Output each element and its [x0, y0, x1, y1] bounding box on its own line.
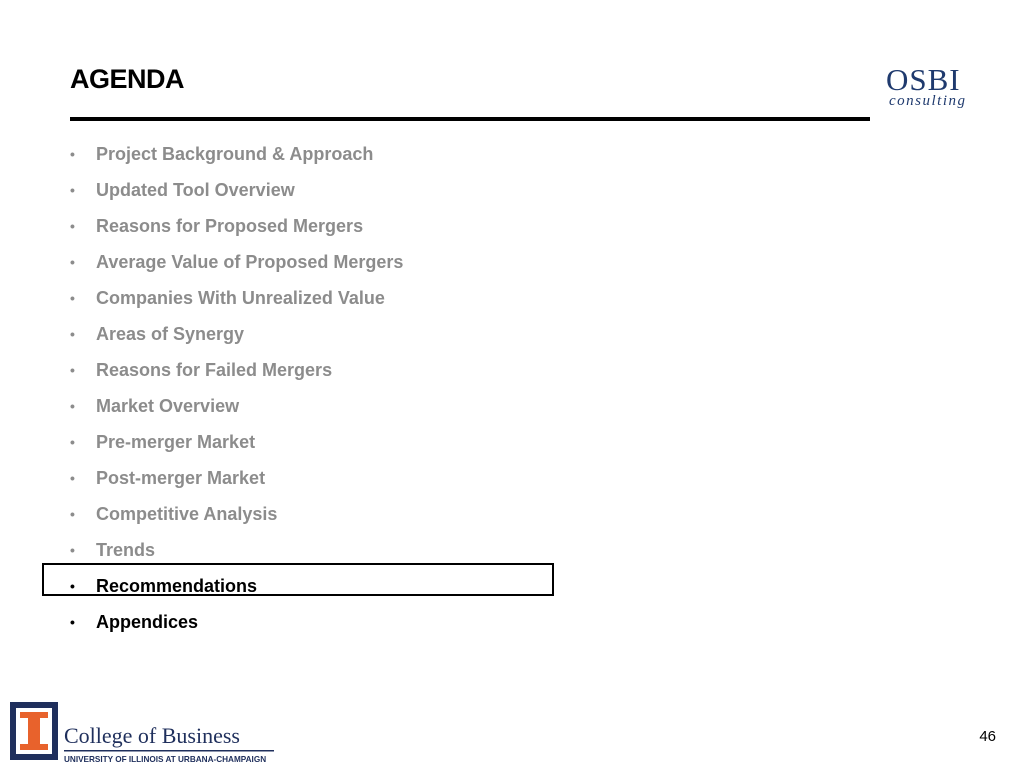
college-name: College of Business [64, 723, 240, 748]
bullet-icon: • [70, 614, 75, 630]
agenda-item-label: Pre-merger Market [96, 432, 256, 452]
agenda-item-label: Recommendations [96, 576, 258, 596]
osbi-consulting-logo [884, 60, 980, 116]
agenda-item [70, 136, 403, 172]
agenda-item [70, 496, 403, 532]
agenda-item-label: Updated Tool Overview [96, 180, 295, 200]
bullet-icon: • [70, 542, 75, 558]
agenda-item [70, 352, 403, 388]
slide-title: AGENDA [70, 64, 185, 94]
bullet-icon: • [70, 506, 75, 522]
bullet-icon: • [70, 398, 75, 414]
university-name: UNIVERSITY OF ILLINOIS AT URBANA-CHAMPAIGN [64, 755, 267, 764]
current-section-highlight [42, 563, 554, 596]
agenda-item [70, 244, 403, 280]
bullet-icon: • [70, 254, 75, 270]
agenda-item [70, 388, 403, 424]
bullet-icon: • [70, 182, 75, 198]
osbi-logo-name: OSBI [886, 62, 961, 97]
agenda-item-label: Appendices [96, 612, 199, 632]
agenda-item-label: Competitive Analysis [96, 504, 278, 524]
bullet-icon: • [70, 434, 75, 450]
agenda-item [70, 604, 403, 640]
page-number: 46 [979, 728, 996, 745]
bullet-icon: • [70, 578, 75, 594]
bullet-icon: • [70, 326, 75, 342]
bullet-icon: • [70, 290, 75, 306]
osbi-logo-subtitle: consulting [889, 93, 967, 109]
agenda-item-label: Areas of Synergy [96, 324, 245, 344]
bullet-icon: • [70, 146, 75, 162]
agenda-item [70, 280, 403, 316]
agenda-item-label: Companies With Unrealized Value [96, 288, 385, 308]
bullet-icon: • [70, 218, 75, 234]
agenda-item-label: Project Background & Approach [96, 144, 374, 164]
title-divider [70, 117, 870, 121]
agenda-item-label: Market Overview [96, 396, 240, 416]
agenda-item [70, 460, 403, 496]
agenda-item [70, 316, 403, 352]
agenda-item-label: Average Value of Proposed Mergers [96, 252, 404, 272]
agenda-item-label: Trends [96, 540, 156, 560]
agenda-item-label: Reasons for Failed Mergers [96, 360, 333, 380]
agenda-item [70, 424, 403, 460]
college-of-business-logo [6, 700, 278, 766]
bullet-icon: • [70, 470, 75, 486]
bullet-icon: • [70, 362, 75, 378]
agenda-item-label: Reasons for Proposed Mergers [96, 216, 364, 236]
agenda-item [70, 172, 403, 208]
agenda-item-label: Post-merger Market [96, 468, 266, 488]
agenda-item [70, 208, 403, 244]
